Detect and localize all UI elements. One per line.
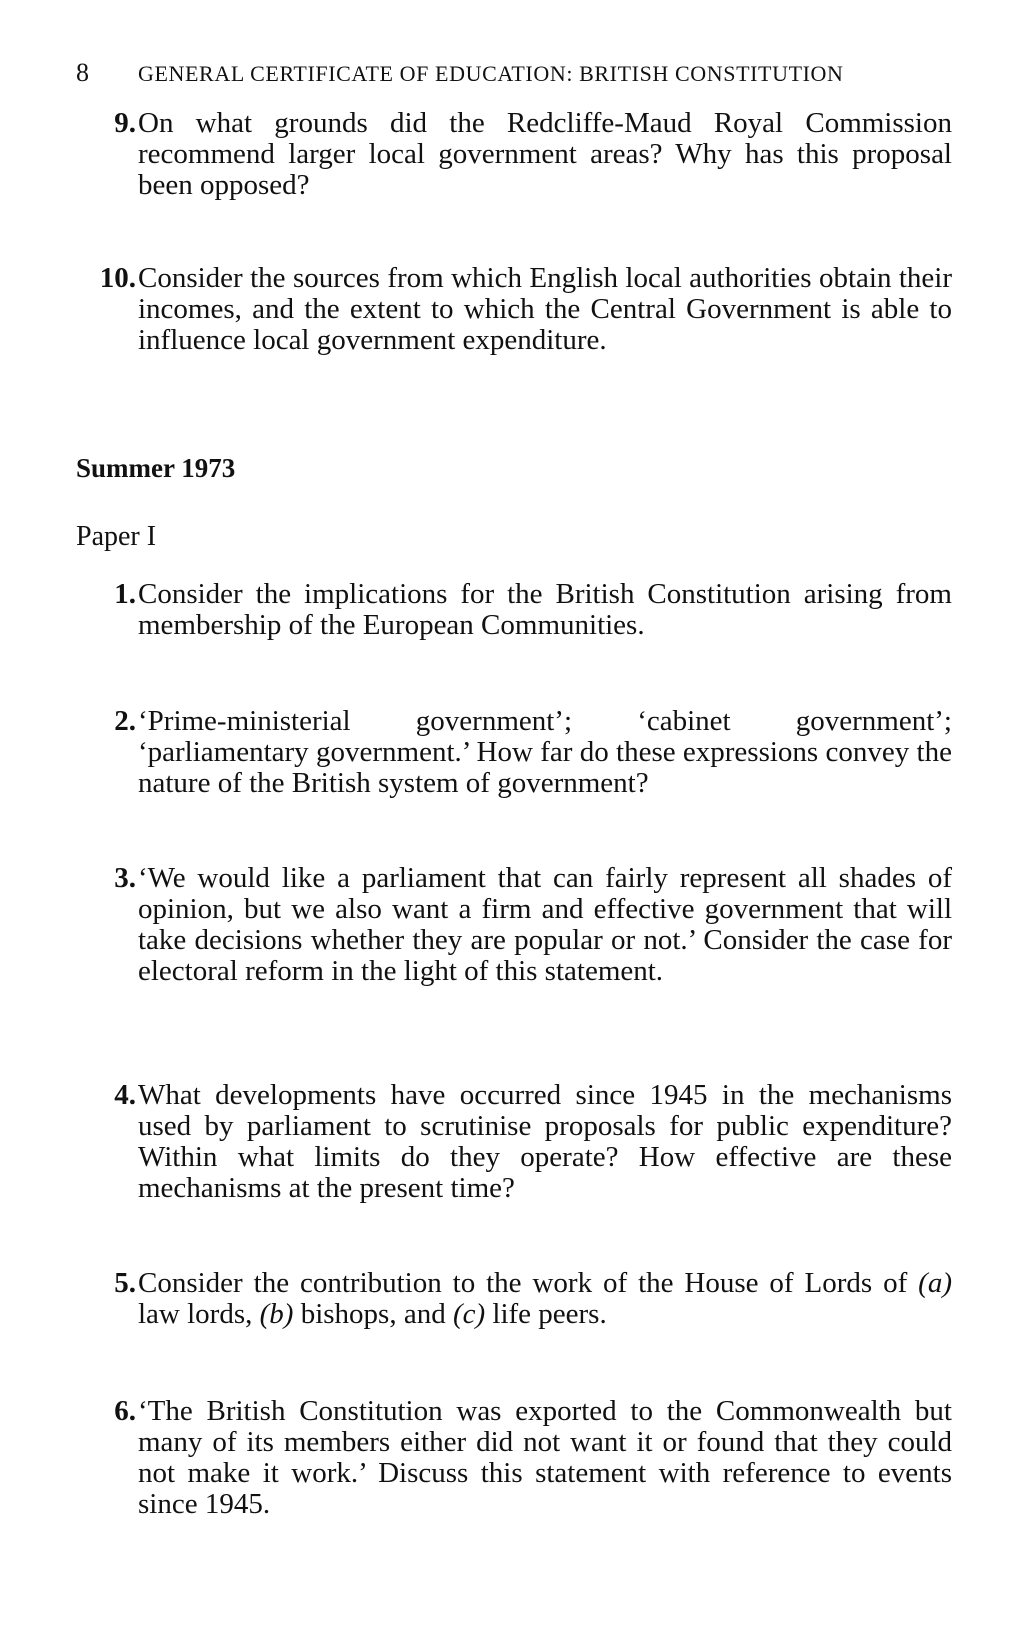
question-number: 2. [114, 705, 136, 737]
question-9 [80, 108, 952, 201]
question-text: ‘We would like a parliament that can fairly represent all shades of opinion, but we also want a firm and effective government that will take decisions whether they are popular or not.’ Consider the case for electoral reform in the light of this statement. [138, 862, 952, 987]
question-number: 6. [114, 1395, 136, 1427]
question-number: 5. [114, 1267, 136, 1299]
question-1 [80, 579, 952, 641]
text-segment: life peers. [485, 1298, 607, 1330]
question-text: ‘Prime-ministerial government’; ‘cabinet government’; ‘parliamentary government.’ How far do these expressions convey the nature of the British system of government? [138, 705, 952, 799]
question-text: Consider the implications for the British Constitution arising from membership of the European Communities. [138, 578, 952, 641]
item-marker-b: (b) [259, 1298, 294, 1330]
question-5 [80, 1268, 952, 1330]
question-number: 9. [114, 107, 136, 139]
text-segment: bishops, and [293, 1298, 453, 1330]
item-marker-c: (c) [452, 1298, 486, 1330]
question-4 [80, 1080, 952, 1204]
question-number: 3. [114, 862, 136, 894]
question-text: Consider the sources from which English local authorities obtain their incomes, and the extent to which the Central Government is able to influence local government expenditure. [138, 262, 952, 356]
question-text: On what grounds did the Redcliffe-Maud Royal Commission recommend larger local government areas? Why has this proposal been opposed? [138, 107, 952, 201]
question-text: ‘The British Constitution was exported to the Commonwealth but many of its members either did not want it or found that they could not make it work.’ Discuss this statement with reference to events since 1945. [138, 1395, 952, 1520]
paper-title: Paper I [76, 521, 157, 552]
question-6 [80, 1396, 952, 1520]
question-text [138, 1268, 952, 1330]
item-marker-a: (a) [918, 1267, 952, 1299]
question-number: 10. [99, 262, 136, 294]
question-3 [80, 863, 952, 987]
page-number: 8 [76, 58, 90, 87]
page-header [76, 58, 946, 92]
question-10 [80, 263, 952, 356]
question-2 [80, 706, 952, 799]
question-number: 4. [114, 1079, 136, 1111]
question-number: 1. [114, 578, 136, 610]
running-title: GENERAL CERTIFICATE OF EDUCATION: BRITISH CONSTITUTION [138, 61, 844, 86]
question-text: What developments have occurred since 1945 in the mechanisms used by parliament to scrutinise proposals for public expenditure? Within what limits do they operate? How effective are these mechanisms at the present time? [138, 1079, 952, 1204]
text-segment: law lords, [138, 1298, 260, 1330]
text-segment: Consider the contribution to the work of the House of Lords of [138, 1267, 919, 1299]
section-title: Summer 1973 [76, 453, 236, 483]
